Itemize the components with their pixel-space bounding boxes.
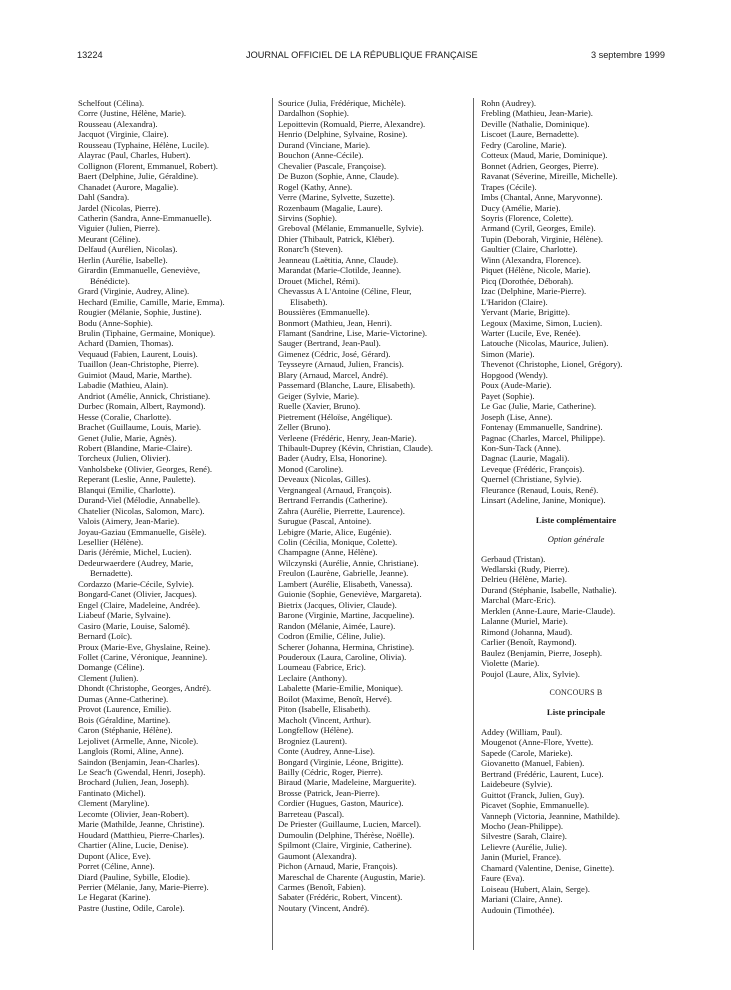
spacer xyxy=(481,506,671,515)
name-entry: Boilot (Maxime, Benoît, Hervé). xyxy=(278,693,392,704)
spacer xyxy=(481,718,671,727)
name-entry: Sirvins (Sophie). xyxy=(278,212,337,223)
name-entry: Cordazzo (Marie-Cécile, Sylvie). xyxy=(78,578,194,589)
name-entry: Bader (Audry, Elsa, Honorine). xyxy=(278,453,387,464)
name-entry: Dhier (Thibault, Patrick, Kléber). xyxy=(278,233,395,244)
name-entry: Dedeurwaerdere (Audrey, Marie, xyxy=(78,557,194,568)
name-entry: Chevalier (Pascale, Françoise). xyxy=(278,160,387,171)
spacer xyxy=(481,545,671,554)
name-entry: Follet (Carine, Véronique, Jeannine). xyxy=(78,652,208,663)
name-entry: Rogel (Kathy, Anne). xyxy=(278,181,353,192)
name-entry: Labalette (Marie-Emilie, Monique). xyxy=(278,683,403,694)
name-entry: Lejolivet (Armelle, Anne, Nicole). xyxy=(78,735,199,746)
name-entry: Linsart (Adeline, Janine, Monique). xyxy=(481,495,606,506)
name-entry: Sabater (Frédéric, Robert, Vincent). xyxy=(278,892,403,903)
name-entry: Izac (Delphine, Marie-Pierre). xyxy=(481,286,587,297)
name-entry: Surugue (Pascal, Antoine). xyxy=(278,516,372,527)
name-entry: Corre (Justine, Hélène, Marie). xyxy=(78,108,187,119)
name-entry: Delfaud (Aurélien, Nicolas). xyxy=(78,244,178,255)
name-entry: Kon-Sun-Tack (Anne). xyxy=(481,442,561,453)
name-entry: Tuaillon (Jean-Christophe, Pierre). xyxy=(78,359,199,370)
name-entry: Girardin (Emmanuelle, Geneviève, xyxy=(78,265,201,276)
column-3 xyxy=(481,98,671,915)
name-entry: Dagnac (Laurie, Magali). xyxy=(481,453,570,464)
name-entry: Ruelle (Xavier, Bruno). xyxy=(278,401,361,412)
name-entry: Soyris (Florence, Colette). xyxy=(481,212,574,223)
name-entry: Poux (Aude-Marie). xyxy=(481,380,552,391)
name-entry: Zahra (Aurélie, Pierrette, Laurence). xyxy=(278,505,405,516)
name-entry: Achard (Damien, Thomas). xyxy=(78,338,174,349)
name-entry: Bois (Géraldine, Martine). xyxy=(78,714,171,725)
name-entry: Ronarc'h (Steven). xyxy=(278,244,343,255)
name-entry: Rimond (Johanna, Maud). xyxy=(481,626,573,637)
name-entry: Sourice (Julia, Frédérique, Michèle). xyxy=(278,98,406,108)
name-entry: Sauger (Bertrand, Jean-Paul). xyxy=(278,338,381,349)
name-entry: Merklen (Anne-Laure, Marie-Claude). xyxy=(481,605,616,616)
name-entry: Bietrix (Jacques, Olivier, Claude). xyxy=(278,599,397,610)
name-entry: Jardel (Nicolas, Pierre). xyxy=(78,202,161,213)
name-entry: Piton (Isabelle, Elisabeth). xyxy=(278,704,371,715)
name-entry: Addey (William, Paul). xyxy=(481,726,563,737)
name-entry: Bouchon (Anne-Cécile). xyxy=(278,150,364,161)
page-number: 13224 xyxy=(77,50,103,60)
name-entry: Dumas (Anne-Catherine). xyxy=(78,693,169,704)
name-entry: Drouet (Michel, Rémi). xyxy=(278,275,361,286)
name-entry: Hopgood (Wendy). xyxy=(481,369,548,380)
name-entry: Chamard (Valentine, Denise, Ginette). xyxy=(481,862,615,873)
name-entry: Labadie (Mathieu, Alain). xyxy=(78,380,169,391)
name-entry: Domange (Céline). xyxy=(78,662,145,673)
name-entry: Yervant (Marie, Brigitte). xyxy=(481,307,570,318)
name-entry: Brachet (Guillaume, Louis, Marie). xyxy=(78,422,202,433)
name-entry: Collignon (Florent, Emmanuel, Robert). xyxy=(78,160,218,171)
name-entry: Andriot (Amélie, Annick, Christiane). xyxy=(78,390,211,401)
name-entry: Cordier (Hugues, Gaston, Maurice). xyxy=(278,798,404,809)
name-entry: Dumoulin (Delphine, Thérèse, Noëlle). xyxy=(278,829,415,840)
name-entry: Passemard (Blanche, Laure, Elisabeth). xyxy=(278,380,416,391)
name-entry: Fedry (Caroline, Marie). xyxy=(481,139,567,150)
name-entry: Diard (Pauline, Sybille, Elodie). xyxy=(78,871,190,882)
list-subheading: Option générale xyxy=(547,534,605,545)
page-header xyxy=(0,50,731,64)
name-entry: Vequaud (Fabien, Laurent, Louis). xyxy=(78,348,198,359)
name-entry: Longfellow (Hélène). xyxy=(278,725,354,736)
name-entry: Liscoet (Laure, Bernadette). xyxy=(481,129,579,140)
name-entry: Le Seac'h (Gwendal, Henri, Joseph). xyxy=(78,767,206,777)
name-entry: Porret (Céline, Anne). xyxy=(78,861,155,872)
spacer xyxy=(481,679,671,688)
section-heading: CONCOURS B xyxy=(549,688,603,698)
name-entry: Pastre (Justine, Odile, Carole). xyxy=(78,902,185,913)
name-entry: Guimiot (Maud, Marie, Marthe). xyxy=(78,369,192,380)
name-entry: Brulin (Tiphaine, Germaine, Monique). xyxy=(78,327,216,338)
name-entry: Valois (Aimery, Jean-Marie). xyxy=(78,516,180,527)
name-entry: Guittot (Franck, Julien, Guy). xyxy=(481,789,585,800)
name-entry: Blary (Arnaud, Marcel, André). xyxy=(278,369,389,380)
name-entry: Houdard (Matthieu, Pierre-Charles). xyxy=(78,829,205,840)
name-entry: Latouche (Nicolas, Maurice, Julien). xyxy=(481,338,609,349)
name-entry: Faure (Eva). xyxy=(481,873,525,884)
name-entry: Pichon (Arnaud, Marie, François). xyxy=(278,861,398,872)
name-entry: Greboval (Mélanie, Emmanuelle, Sylvie). xyxy=(278,223,424,234)
name-entry: Ducy (Amélie, Marie). xyxy=(481,202,561,213)
name-entry: Randon (Mélanie, Aimée, Laure). xyxy=(278,620,396,631)
column-2 xyxy=(278,98,468,913)
name-entry: Lambert (Aurélie, Elisabeth, Vanessa). xyxy=(278,578,413,589)
name-entry: Jacquot (Virginie, Claire). xyxy=(78,129,169,140)
name-entry: Torcheux (Julien, Olivier). xyxy=(78,453,171,464)
name-entry: Thibault-Duprey (Kévin, Christian, Claude). xyxy=(278,442,433,453)
name-entry: Mougenot (Anne-Flore, Yvette). xyxy=(481,737,594,748)
name-entry: Durand (Vinciane, Marie). xyxy=(278,139,371,150)
name-entry: Rohn (Audrey). xyxy=(481,98,537,108)
name-entry: Dupont (Alice, Eve). xyxy=(78,850,151,861)
name-entry: Caron (Stéphanie, Hélène). xyxy=(78,725,173,736)
name-entry: Cotteux (Maud, Marie, Dominique). xyxy=(481,150,608,161)
list-heading: Liste principale xyxy=(546,707,606,718)
name-entry: Guionie (Sophie, Geneviève, Margareta). xyxy=(278,589,422,600)
name-entry: Champagne (Anne, Hélène). xyxy=(278,547,378,558)
name-entry: Boussières (Emmanuelle). xyxy=(278,307,370,318)
name-entry: Rousseau (Alexandra). xyxy=(78,118,158,129)
name-entry: Piquet (Hélène, Nicole, Marie). xyxy=(481,265,591,276)
name-entry: Durbec (Romain, Albert, Raymond). xyxy=(78,401,206,412)
name-entry: Dahl (Sandra). xyxy=(78,192,130,203)
name-entry: Trapes (Cécile). xyxy=(481,181,537,192)
name-entry: Lesellier (Hélène). xyxy=(78,537,144,548)
name-entry: Dhondt (Christophe, Georges, André). xyxy=(78,683,212,694)
name-entry: Brochard (Julien, Jean, Joseph). xyxy=(78,777,189,788)
name-entry: Catherin (Sandra, Anne-Emmanuelle). xyxy=(78,212,212,223)
name-entry: Blanqui (Emilie, Charlotte). xyxy=(78,484,176,495)
name-entry: Fleurance (Renaud, Louis, René). xyxy=(481,484,599,495)
name-entry: Joyau-Gaziau (Emmanuelle, Gisèle). xyxy=(78,526,207,537)
name-entry: Freulon (Laurène, Gabrielle, Jeanne). xyxy=(278,568,409,579)
name-entry: Marie (Mathilde, Jeanne, Christine). xyxy=(78,819,205,830)
name-entry: Bailly (Cédric, Roger, Pierre). xyxy=(278,767,383,777)
name-entry: Durand-Viel (Mélodie, Annabelle). xyxy=(78,495,201,506)
name-entry: Gerbaud (Tristan). xyxy=(481,553,546,564)
name-entry: Vanholsbeke (Olivier, Georges, René). xyxy=(78,463,213,474)
name-entry: Codron (Emilie, Céline, Julie). xyxy=(278,631,386,642)
name-entry: Bonmort (Mathieu, Jean, Henri). xyxy=(278,317,392,328)
name-entry: Chatelier (Nicolas, Salomon, Marc). xyxy=(78,505,205,516)
name-entry: Vanneph (Victoria, Jeannine, Mathilde). xyxy=(481,810,620,821)
name-entry: Fontenay (Emmanuelle, Sandrine). xyxy=(481,422,603,433)
name-entry: Marandat (Marie-Clotilde, Jeanne). xyxy=(278,265,402,276)
name-entry: Ravanat (Séverine, Mireille, Michelle). xyxy=(481,171,618,182)
name-entry: Tupin (Deborah, Virginie, Hélène). xyxy=(481,233,603,244)
name-entry: Laidebeure (Sylvie). xyxy=(481,779,553,790)
name-entry-continuation: Elisabeth). xyxy=(290,296,328,307)
name-entry: Sapede (Carole, Marieke). xyxy=(481,747,573,758)
name-entry: Baulez (Benjamin, Pierre, Joseph). xyxy=(481,647,603,658)
name-entry: Lalanne (Muriel, Marie). xyxy=(481,616,568,627)
name-entry: Proux (Marie-Eve, Ghyslaine, Reine). xyxy=(78,641,211,652)
name-entry: Imbs (Chantal, Anne, Maryvonne). xyxy=(481,192,603,203)
name-entry: Biraud (Marie, Madeleine, Marguerite). xyxy=(278,777,417,788)
name-entry: Loiseau (Hubert, Alain, Serge). xyxy=(481,883,590,894)
name-entry: Grard (Virginie, Audrey, Aline). xyxy=(78,286,190,297)
name-entry: Frebling (Mathieu, Jean-Marie). xyxy=(481,108,593,119)
name-entry: Bodu (Anne-Sophie). xyxy=(78,317,153,328)
name-entry: Marchal (Marc-Eric). xyxy=(481,595,556,606)
name-entry: Carlier (Benoît, Raymond). xyxy=(481,637,577,648)
name-entry: Chartier (Aline, Lucie, Denise). xyxy=(78,840,189,851)
name-entry: Quernel (Christiane, Sylvie). xyxy=(481,474,582,485)
name-entry: Lelievre (Aurélie, Julie). xyxy=(481,841,567,852)
name-entry: Warter (Lucile, Eve, Renée). xyxy=(481,327,581,338)
name-entry: Bonnet (Adrien, Georges, Pierre). xyxy=(481,160,599,171)
name-entry: Winn (Alexandra, Florence). xyxy=(481,254,581,265)
name-entry: Engel (Claire, Madeleine, Andrée). xyxy=(78,599,201,610)
name-entry: Perrier (Mélanie, Jany, Marie-Pierre). xyxy=(78,881,209,892)
name-entry: Delrieu (Hélène, Marie). xyxy=(481,574,567,585)
name-entry: Bertrand Ferrandis (Catherine). xyxy=(278,495,388,506)
name-entry: Payet (Sophie). xyxy=(481,390,535,401)
name-entry: Viguier (Julien, Pierre). xyxy=(78,223,160,234)
name-entry: Simon (Marie). xyxy=(481,348,535,359)
spacer xyxy=(481,698,671,707)
name-entry: Brogniez (Laurent). xyxy=(278,735,347,746)
name-entry-continuation: Bénédicte). xyxy=(90,275,130,286)
name-entry: Lecomte (Olivier, Jean-Robert). xyxy=(78,808,190,819)
name-entry: Macholt (Vincent, Arthur). xyxy=(278,714,372,725)
name-entry: Flamant (Sandrine, Lise, Marie-Victorine). xyxy=(278,327,428,338)
name-entry: Scherer (Johanna, Hermina, Christine). xyxy=(278,641,415,652)
name-entry: Giovanetto (Manuel, Fabien). xyxy=(481,758,585,769)
list-heading: Liste complémentaire xyxy=(535,514,617,525)
name-entry: Thevenot (Christophe, Lionel, Grégory). xyxy=(481,359,623,370)
name-entry: Spilmont (Claire, Virginie, Catherine). xyxy=(278,840,412,851)
name-entry: Teysseyre (Arnaud, Julien, Francis). xyxy=(278,359,404,370)
name-entry: Hesse (Coralie, Charlotte). xyxy=(78,411,172,422)
name-entry: De Buzon (Sophie, Anne, Claude). xyxy=(278,171,399,182)
name-entry: Le Hegarat (Karine). xyxy=(78,892,151,903)
name-entry: Meurant (Céline). xyxy=(78,233,141,244)
name-entry: Reperant (Leslie, Anne, Paulette). xyxy=(78,474,196,485)
name-entry: Gaultier (Claire, Charlotte). xyxy=(481,244,578,255)
name-entry: Fantinato (Michel). xyxy=(78,787,146,798)
name-entry: Violette (Marie). xyxy=(481,658,540,669)
publication-date: 3 septembre 1999 xyxy=(590,50,665,60)
name-entry: Verre (Marine, Sylvette, Suzette). xyxy=(278,192,395,203)
name-entry: Deville (Nathalie, Dominique). xyxy=(481,118,590,129)
name-entry: Liabeuf (Marie, Sylvaine). xyxy=(78,610,171,621)
name-entry: Casiro (Marie, Louise, Salomé). xyxy=(78,620,190,631)
name-entry: Lebigre (Marie, Alice, Eugénie). xyxy=(278,526,392,537)
name-entry: Audouin (Timothée). xyxy=(481,904,555,915)
name-entry: Wilczynski (Aurélie, Annie, Christiane). xyxy=(278,557,419,568)
name-entry: Gimenez (Cédric, José, Gérard). xyxy=(278,348,391,359)
name-entry: Genet (Julie, Marie, Agnès). xyxy=(78,432,177,443)
name-entry: Robert (Blandine, Marie-Claire). xyxy=(78,442,193,453)
name-entry: Durand (Stéphanie, Isabelle, Nathalie). xyxy=(481,584,617,595)
name-entry: Joseph (Lise, Anne). xyxy=(481,411,553,422)
name-entry: Loumeau (Fabrice, Eric). xyxy=(278,662,366,673)
name-entry: Bongard-Canet (Olivier, Jacques). xyxy=(78,589,197,600)
name-entry: Henrio (Delphine, Sylvaine, Rosine). xyxy=(278,129,408,140)
name-entry: Herlin (Aurélie, Isabelle). xyxy=(78,254,168,265)
name-entry: Poujol (Laure, Alix, Sylvie). xyxy=(481,668,580,679)
name-entry-continuation: Bernadette). xyxy=(90,568,133,579)
name-entry: Schelfout (Célina). xyxy=(78,98,145,108)
name-entry: Geiger (Sylvie, Marie). xyxy=(278,390,360,401)
name-entry: De Priester (Guillaume, Lucien, Marcel). xyxy=(278,819,422,830)
name-entry: Baert (Delphine, Julie, Géraldine). xyxy=(78,171,199,182)
name-entry: Chanadet (Aurore, Magalie). xyxy=(78,181,179,192)
name-entry: Mariani (Claire, Anne). xyxy=(481,894,563,905)
name-entry: Pouderoux (Laura, Caroline, Olivia). xyxy=(278,652,407,663)
name-entry: Jeanneau (Laëtitia, Anne, Claude). xyxy=(278,254,399,265)
name-entry: Verleene (Frédéric, Henry, Jean-Marie). xyxy=(278,432,417,443)
name-entry: Noutary (Vincent, André). xyxy=(278,902,370,913)
name-entry: Carmes (Benoît, Fabien). xyxy=(278,881,366,892)
name-entry: Bernard (Loïc). xyxy=(78,631,133,642)
name-entry: L'Haridon (Claire). xyxy=(481,296,548,307)
journal-title: JOURNAL OFFICIEL DE LA RÉPUBLIQUE FRANÇAISE xyxy=(246,50,478,60)
name-entry: Lepoittevin (Romuald, Pierre, Alexandre). xyxy=(278,118,426,129)
name-entry: Barone (Virginie, Martine, Jacqueline). xyxy=(278,610,415,621)
name-entry: Leclaire (Anthony). xyxy=(278,672,347,683)
column-1 xyxy=(78,98,268,913)
name-entry: Deveaux (Nicolas, Gilles). xyxy=(278,474,371,485)
name-entry: Janin (Muriel, France). xyxy=(481,852,562,863)
name-entry: Vergnangeal (Arnaud, François). xyxy=(278,484,392,495)
name-entry: Saindon (Benjamin, Jean-Charles). xyxy=(78,756,200,767)
name-entry: Zeller (Bruno). xyxy=(278,422,331,433)
name-entry: Armand (Cyril, Georges, Emile). xyxy=(481,223,596,234)
name-entry: Le Gac (Julie, Marie, Catherine). xyxy=(481,401,597,412)
name-entry: Pietrement (Héloïse, Angélique). xyxy=(278,411,393,422)
name-entry: Silvestre (Sarah, Claire). xyxy=(481,831,567,842)
name-entry: Legoux (Maxime, Simon, Lucien). xyxy=(481,317,603,328)
name-entry: Mareschal de Charente (Augustin, Marie). xyxy=(278,871,426,882)
name-entry: Rozenbaum (Magalie, Laure). xyxy=(278,202,383,213)
name-entry: Alayrac (Paul, Charles, Hubert). xyxy=(78,150,191,161)
column-divider xyxy=(272,98,273,950)
name-entry: Provot (Laurence, Emilie). xyxy=(78,704,172,715)
name-entry: Wedlarski (Rudy, Pierre). xyxy=(481,564,570,575)
name-entry: Colin (Cécilia, Monique, Colette). xyxy=(278,537,398,548)
spacer xyxy=(481,525,671,534)
name-entry: Rousseau (Typhaine, Hélène, Lucile). xyxy=(78,139,210,150)
name-entry: Clement (Julien). xyxy=(78,672,139,683)
name-entry: Monod (Caroline). xyxy=(278,463,344,474)
name-entry: Brosse (Patrick, Jean-Pierre). xyxy=(278,787,380,798)
name-entry: Conte (Audrey, Anne-Lise). xyxy=(278,746,375,757)
name-entry: Pagnac (Charles, Marcel, Philippe). xyxy=(481,432,606,443)
name-entry: Langlois (Romi, Aline, Anne). xyxy=(78,746,184,757)
name-entry: Barreteau (Pascal). xyxy=(278,808,345,819)
name-entry: Daris (Jérémie, Michel, Lucien). xyxy=(78,547,192,558)
name-entry: Picavet (Sophie, Emmanuelle). xyxy=(481,800,590,811)
name-entry: Mocho (Jean-Philippe). xyxy=(481,821,564,831)
name-entry: Chevassus A L'Antoine (Céline, Fleur, xyxy=(278,286,412,297)
name-entry: Bertrand (Frédéric, Laurent, Luce). xyxy=(481,768,604,779)
name-entry: Rougier (Mélanie, Sophie, Justine). xyxy=(78,307,202,318)
name-entry: Leveque (Frédéric, François). xyxy=(481,463,585,474)
name-entry: Clement (Maryline). xyxy=(78,798,150,809)
name-entry: Bongard (Virginie, Léone, Brigitte). xyxy=(278,756,404,767)
name-entry: Gaumont (Alexandra). xyxy=(278,850,357,861)
name-entry: Picq (Dorothée, Déborah). xyxy=(481,275,574,286)
column-divider xyxy=(473,98,474,950)
name-entry: Hechard (Emilie, Camille, Marie, Emma). xyxy=(78,296,225,307)
name-entry: Dardalhon (Sophie). xyxy=(278,108,349,119)
